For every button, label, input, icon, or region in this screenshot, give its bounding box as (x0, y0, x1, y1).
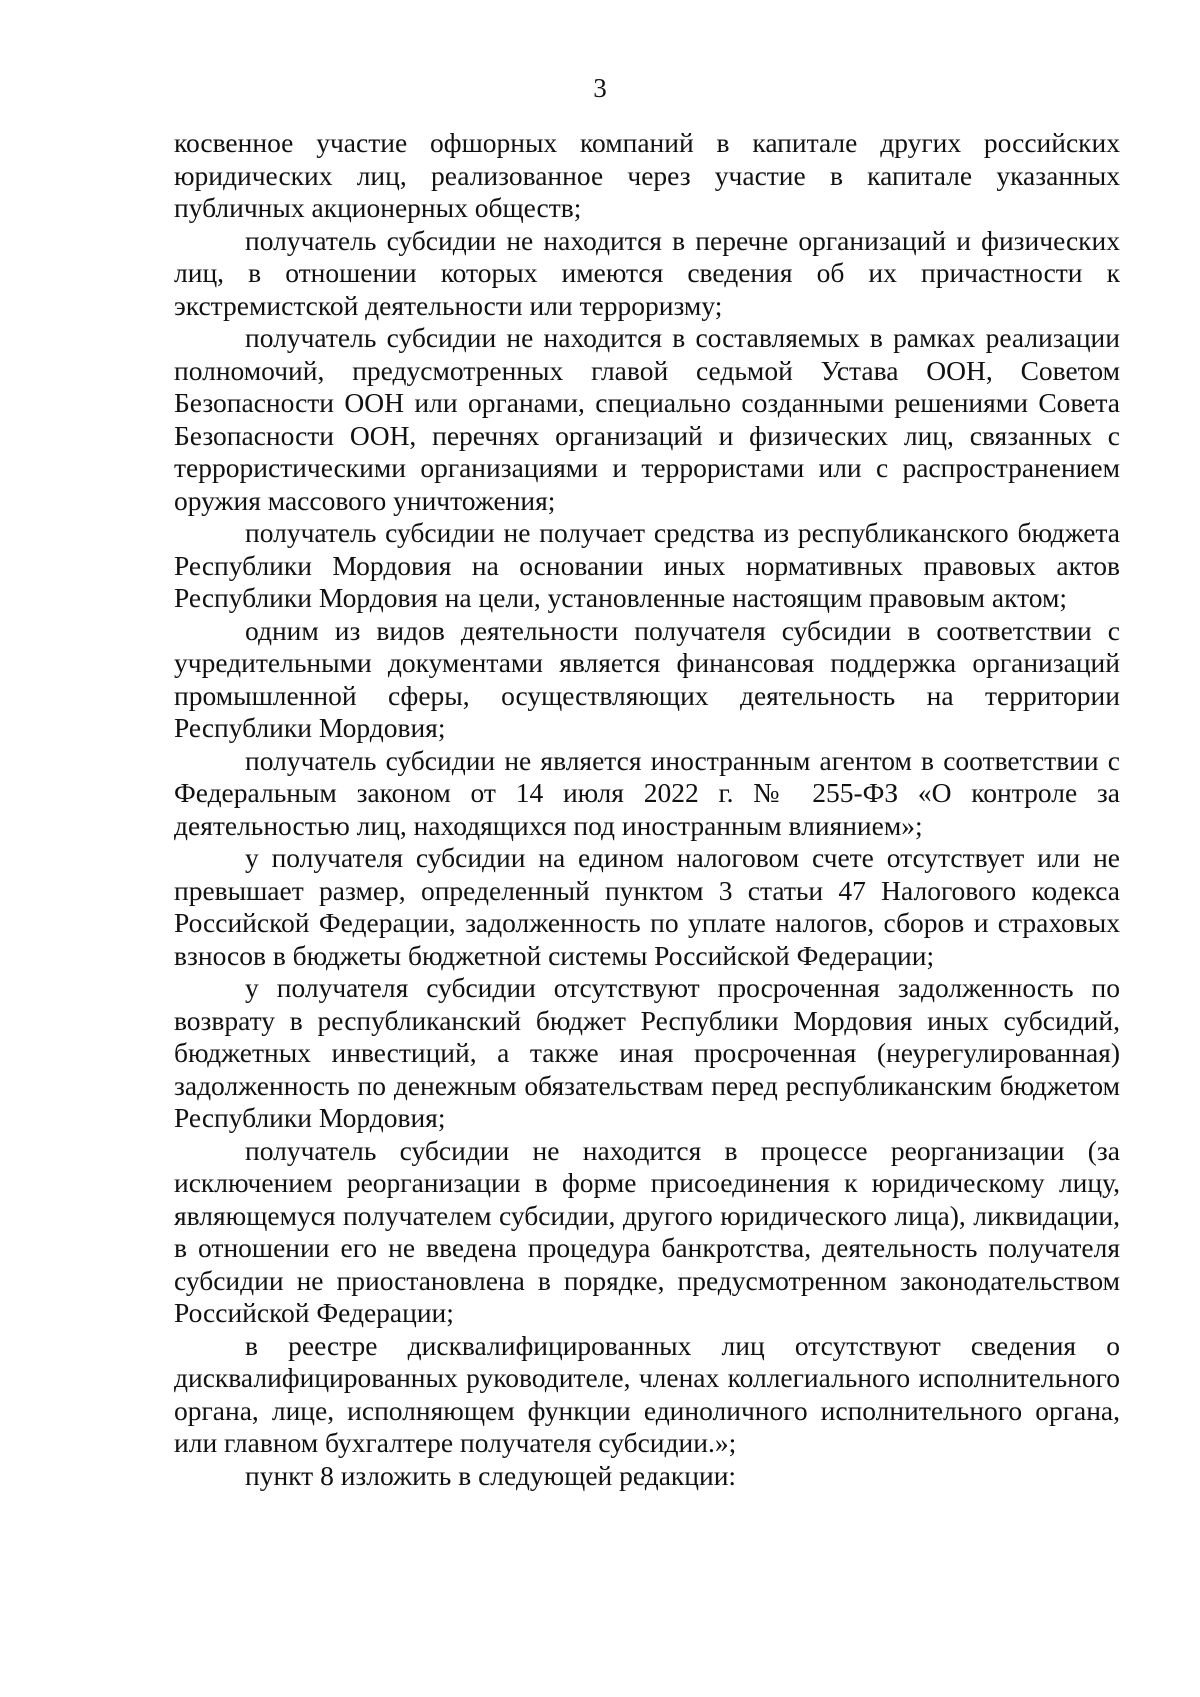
paragraph: косвенное участие офшорных компаний в капитале других российских юридических лиц, реализованное через участие в капитале указанных публичных акционерных обществ; (174, 127, 1120, 223)
paragraph: получатель субсидии не получает средства из республиканского бюджета Республики Мордовия на основании иных нормативных правовых актов Республики Мордовия на цели, установленные настоящим правовым актом; (174, 517, 1120, 613)
paragraph: в реестре дисквалифицированных лиц отсутствуют сведения о дисквалифицированных руководителе, членах коллегиального исполнительного органа, лице, исполняющем функции единоличного исполнительного органа, или главном бухгалтере получателя субсидии.»; (174, 1329, 1120, 1458)
paragraph: у получателя субсидии отсутствуют просроченная задолженность по возврату в республиканский бюджет Республики Мордовия иных субсидий, бюджетных инвестиций, а также иная просроченная (неурегулированная) задолженность по денежным обязательствам перед республиканским бюджетом Республики Мордовия; (174, 972, 1120, 1133)
paragraph: у получателя субсидии на едином налоговом счете отсутствует или не превышает размер, определенный пунктом 3 статьи 47 Налогового кодекса Российской Федерации, задолженность по уплате налогов, сборов и страховых взносов в бюджеты бюджетной системы Российской Федерации; (174, 842, 1120, 971)
paragraph: получатель субсидии не является иностранным агентом в соответствии с Федеральным законом от 14 июля 2022 г. № 255-ФЗ «О контроле за деятельностью лиц, находящихся под иностранным влиянием»; (174, 744, 1120, 841)
paragraph: одним из видов деятельности получателя субсидии в соответствии с учредительными документами является финансовая поддержка организаций промышленной сферы, осуществляющих деятельность на территории Республики Мордовия; (174, 614, 1120, 743)
paragraph: получатель субсидии не находится в процессе реорганизации (за исключением реорганизации в форме присоединения к юридическому лицу, являющемуся получателем субсидии, другого юридического лица), ликвидации, в отношении его не введена процедура банкротства, деятельность получателя субсидии не приостановлена в порядке, предусмотренном законодательством Российской Федерации; (174, 1134, 1120, 1328)
page-number: 3 (593, 73, 607, 103)
document-body (174, 127, 1120, 1492)
paragraph: получатель субсидии не находится в составляемых в рамках реализации полномочий, предусмотренных главой седьмой Устава ООН, Советом Безопасности ООН или органами, специально созданными решениями Совета Безопасности ООН, перечнях организаций и физических лиц, связанных с террористическими организациями и террористами или с распространением оружия массового уничтожения; (174, 322, 1120, 516)
paragraph: пункт 8 изложить в следующей редакции: (245, 1459, 737, 1491)
paragraph: получатель субсидии не находится в перечне организаций и физических лиц, в отношении которых имеются сведения об их причастности к экстремистской деятельности или терроризму; (174, 224, 1120, 321)
